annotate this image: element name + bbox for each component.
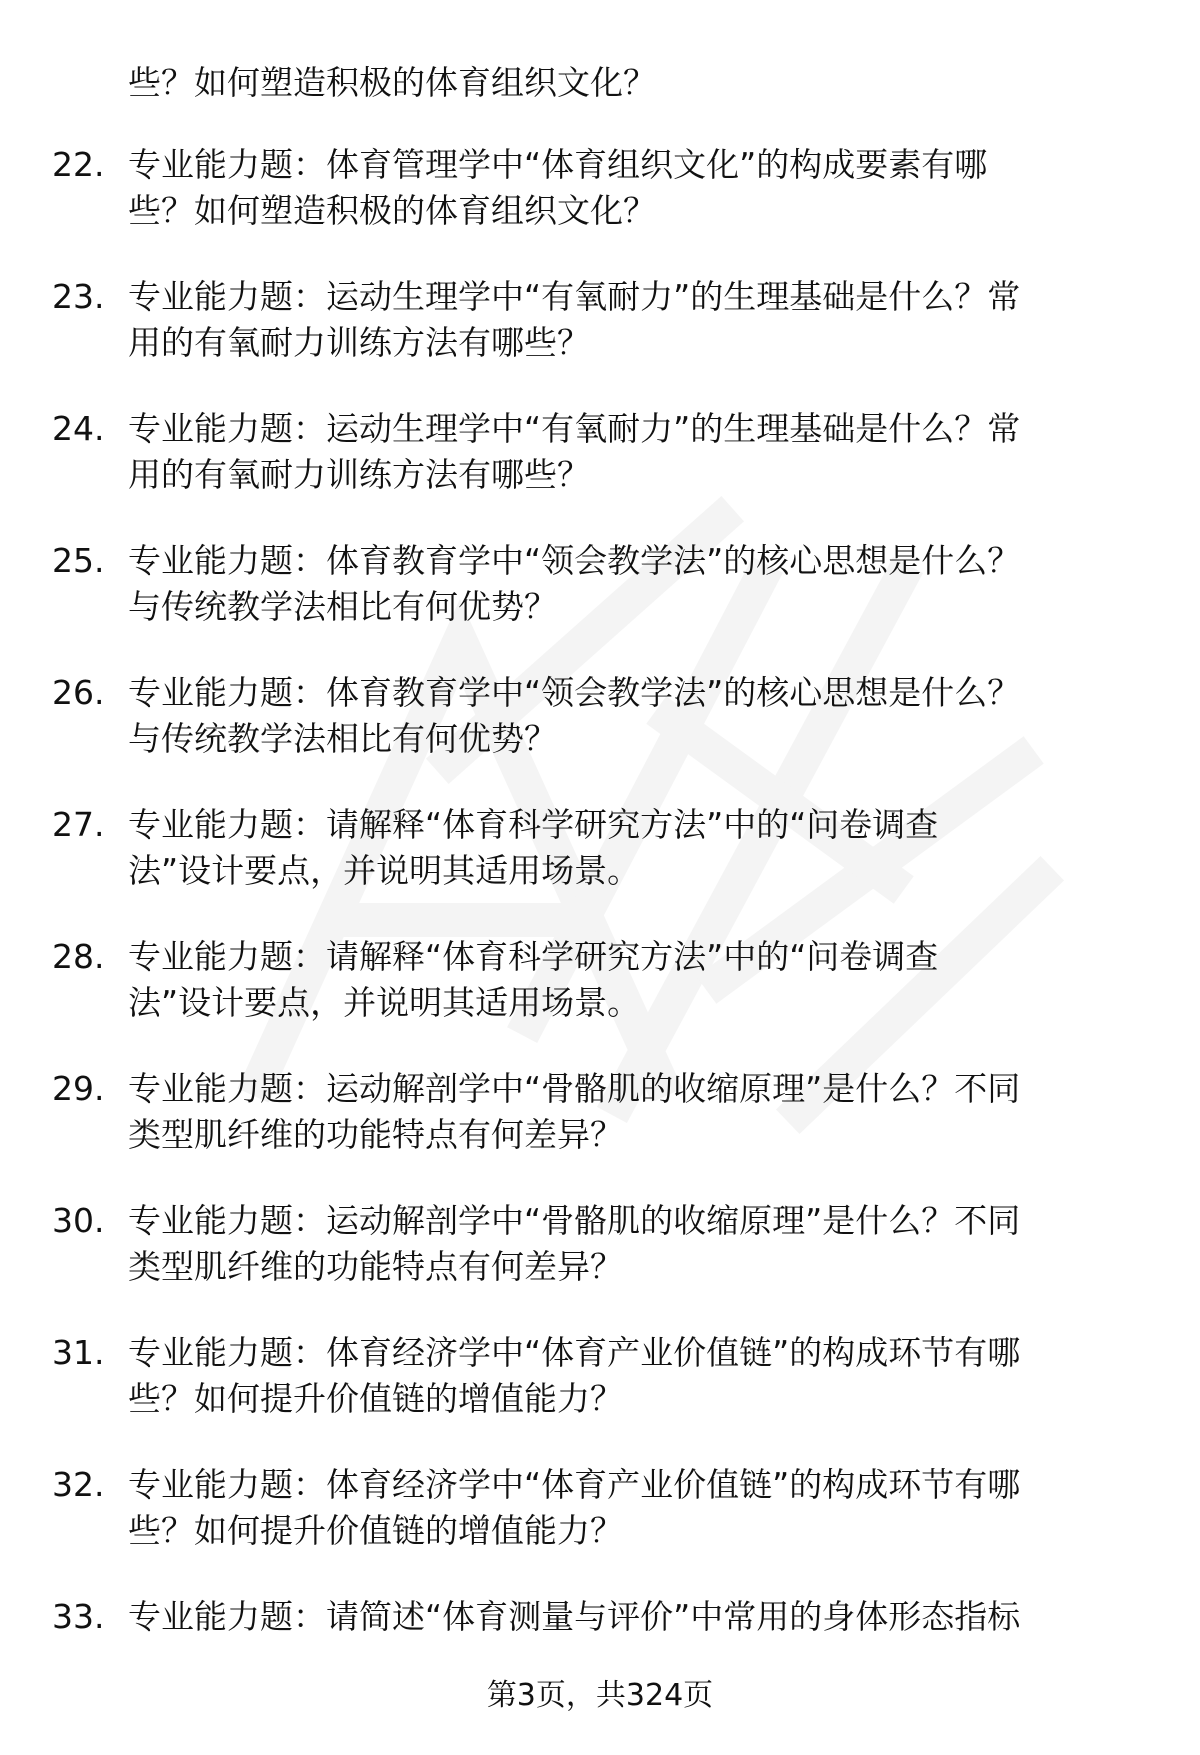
question-line: 法”设计要点，并说明其适用场景。: [128, 851, 641, 890]
question-line: 专业能力题：体育管理学中“体育组织文化”的构成要素有哪: [128, 145, 988, 184]
question-text: [128, 274, 1148, 366]
list-item: [0, 1462, 1200, 1594]
question-text: [128, 670, 1148, 762]
question-line: 专业能力题：运动解剖学中“骨骼肌的收缩原理”是什么？不同: [128, 1201, 1021, 1240]
question-number: 29.: [52, 1069, 105, 1108]
question-line: 用的有氧耐力训练方法有哪些？: [128, 455, 590, 494]
question-line: 专业能力题：请解释“体育科学研究方法”中的“问卷调查: [128, 805, 939, 844]
question-number: 33.: [52, 1597, 105, 1636]
question-text: [128, 934, 1148, 1026]
question-text: [128, 1594, 1148, 1640]
question-line: 专业能力题：运动生理学中“有氧耐力”的生理基础是什么？常: [128, 277, 1021, 316]
question-number: 28.: [52, 937, 105, 976]
question-number: 25.: [52, 541, 105, 580]
question-number: 31.: [52, 1333, 105, 1372]
list-item: [0, 1198, 1200, 1330]
question-number: 23.: [52, 277, 105, 316]
question-line: 用的有氧耐力训练方法有哪些？: [128, 323, 590, 362]
question-line: 类型肌纤维的功能特点有何差异？: [128, 1115, 623, 1154]
question-text: [128, 538, 1148, 630]
question-text: [128, 142, 1148, 234]
question-line: 法”设计要点，并说明其适用场景。: [128, 983, 641, 1022]
question-number: 22.: [52, 145, 105, 184]
question-line: 些？如何塑造积极的体育组织文化？: [128, 191, 656, 230]
question-line: 专业能力题：运动生理学中“有氧耐力”的生理基础是什么？常: [128, 409, 1021, 448]
question-number: 27.: [52, 805, 105, 844]
question-line: 专业能力题：体育教育学中“领会教学法”的核心思想是什么？: [128, 673, 1021, 712]
question-text: [128, 406, 1148, 498]
question-number: 30.: [52, 1201, 105, 1240]
question-line: 与传统教学法相比有何优势？: [128, 719, 557, 758]
question-list: [0, 142, 1200, 1726]
question-line: 与传统教学法相比有何优势？: [128, 587, 557, 626]
list-item: [0, 406, 1200, 538]
list-item: [0, 142, 1200, 274]
list-item: [0, 1330, 1200, 1462]
question-line: 专业能力题：运动解剖学中“骨骼肌的收缩原理”是什么？不同: [128, 1069, 1021, 1108]
question-text: [128, 1330, 1148, 1422]
question-text: [128, 1198, 1148, 1290]
list-item: [0, 934, 1200, 1066]
list-item: [0, 670, 1200, 802]
continued-question-text: 些？如何塑造积极的体育组织文化？: [128, 63, 656, 102]
question-number: 32.: [52, 1465, 105, 1504]
question-text: [128, 1462, 1148, 1554]
question-line: 专业能力题：体育经济学中“体育产业价值链”的构成环节有哪: [128, 1465, 1021, 1504]
list-item: [0, 1066, 1200, 1198]
question-line: 些？如何提升价值链的增值能力？: [128, 1511, 623, 1550]
question-text: [128, 802, 1148, 894]
question-line: 些？如何提升价值链的增值能力？: [128, 1379, 623, 1418]
question-number: 24.: [52, 409, 105, 448]
list-item: [0, 538, 1200, 670]
question-line: 专业能力题：请简述“体育测量与评价”中常用的身体形态指标: [128, 1597, 1021, 1636]
question-line: 专业能力题：体育经济学中“体育产业价值链”的构成环节有哪: [128, 1333, 1021, 1372]
page-footer: 第3页，共324页: [486, 1678, 714, 1713]
question-number: 26.: [52, 673, 105, 712]
list-item: [0, 802, 1200, 934]
question-line: 专业能力题：请解释“体育科学研究方法”中的“问卷调查: [128, 937, 939, 976]
question-line: 专业能力题：体育教育学中“领会教学法”的核心思想是什么？: [128, 541, 1021, 580]
question-line: 类型肌纤维的功能特点有何差异？: [128, 1247, 623, 1286]
list-item: [0, 274, 1200, 406]
question-text: [128, 1066, 1148, 1158]
